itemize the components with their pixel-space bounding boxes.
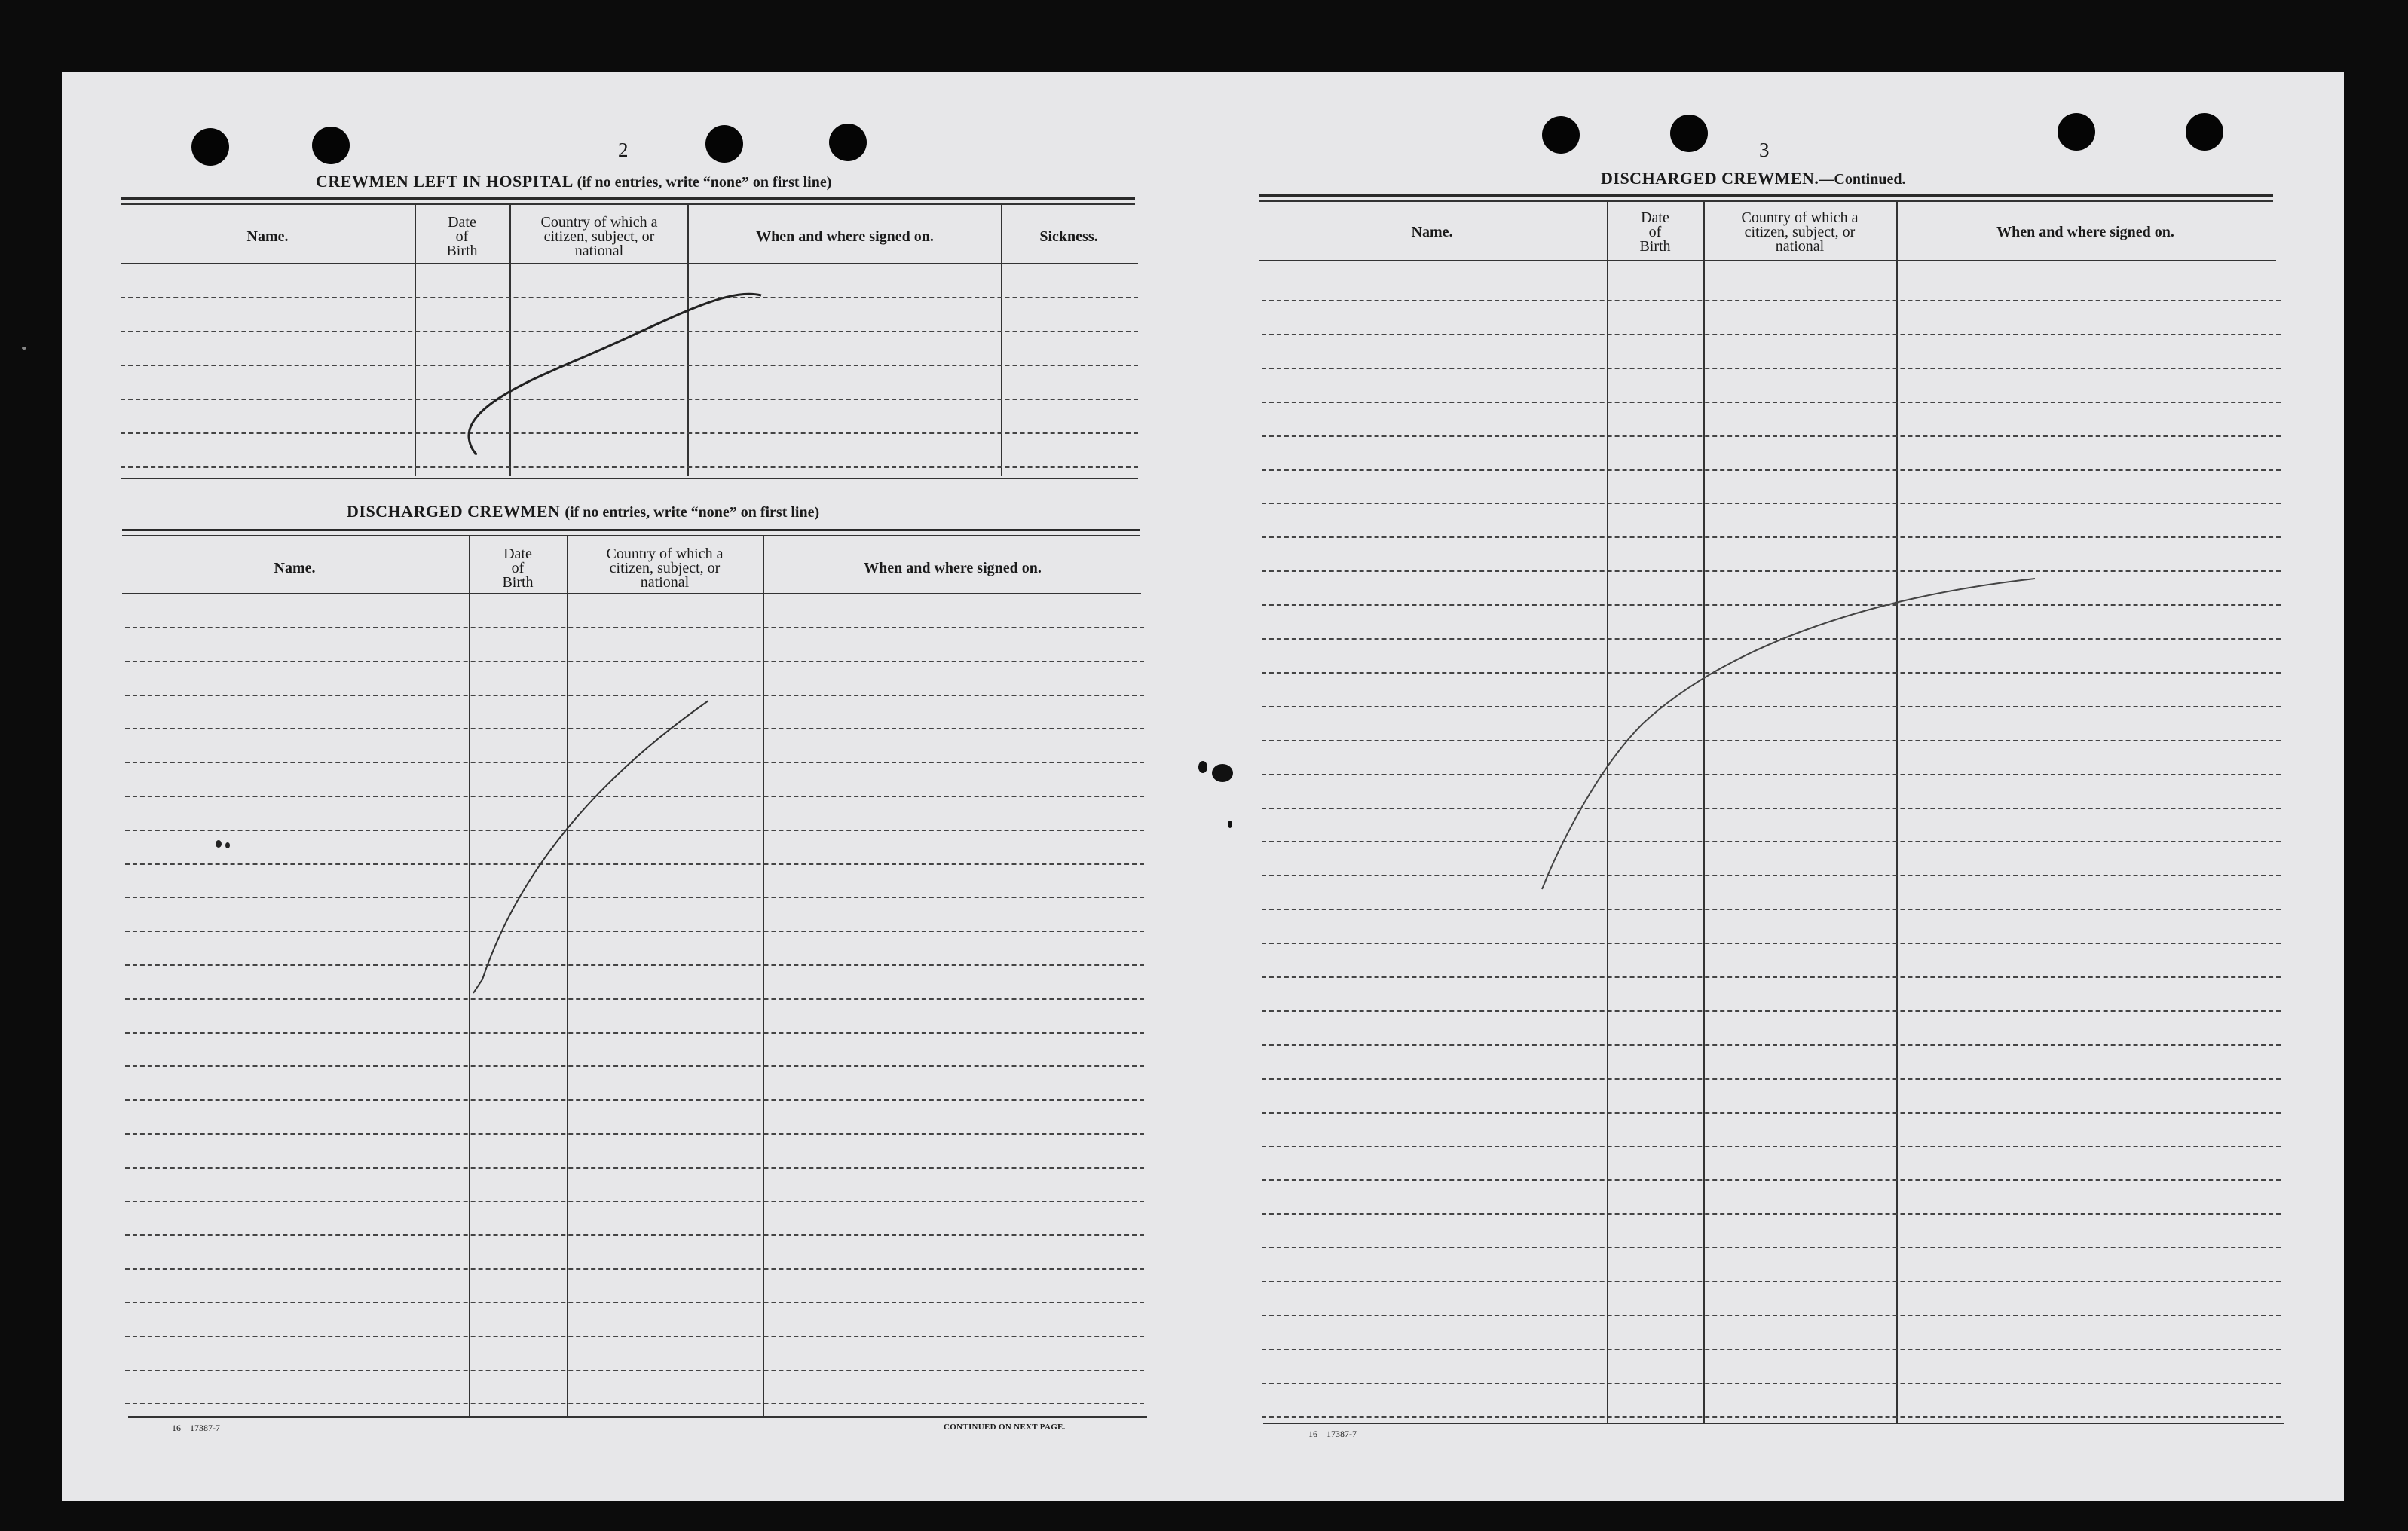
- page-number: 2: [618, 139, 629, 161]
- table-row: [1262, 1112, 2281, 1114]
- right-col-name: Name.: [1411, 223, 1453, 240]
- discharged-col-name: Name.: [274, 559, 316, 576]
- right-form-number: 16—17387-7: [1308, 1429, 1357, 1439]
- table-row: [1262, 1247, 2281, 1248]
- page-number: 3: [1759, 139, 1770, 161]
- table-row: [125, 1403, 1144, 1404]
- table-row: [125, 863, 1144, 865]
- table-row: [121, 432, 1138, 434]
- table-row: [1262, 774, 2281, 775]
- document-sheet: [62, 72, 2344, 1501]
- table-row: [1262, 976, 2281, 978]
- table-row: [1262, 909, 2281, 910]
- table-row: [125, 728, 1144, 729]
- table-row: [1262, 604, 2281, 606]
- punch-hole: [1670, 115, 1708, 152]
- hospital-table-top-rule-2: [121, 203, 1135, 205]
- table-row: [1262, 638, 2281, 640]
- table-row: [125, 796, 1144, 797]
- table-row: [125, 1133, 1144, 1135]
- table-row: [125, 695, 1144, 696]
- table-row: [125, 1336, 1144, 1337]
- table-row: [125, 1302, 1144, 1303]
- table-row: [125, 830, 1144, 831]
- left-form-number: 16—17387-7: [172, 1423, 220, 1433]
- table-row: [1262, 875, 2281, 876]
- hospital-table-top-rule: [121, 197, 1135, 200]
- table-row: [1262, 1044, 2281, 1046]
- hospital-col-dob: Date of Birth: [446, 213, 478, 259]
- discharged-col-divider: [567, 535, 568, 1416]
- right-table-top-rule-2: [1259, 200, 2273, 202]
- table-row: [121, 399, 1138, 400]
- discharged-header-rule: [122, 593, 1141, 594]
- table-row: [121, 466, 1138, 468]
- table-row: [121, 331, 1138, 332]
- hospital-col-sickness: Sickness.: [1039, 228, 1098, 245]
- right-section-title: [1601, 169, 1905, 188]
- punch-hole: [705, 125, 743, 163]
- right-title-text: DISCHARGED CREWMEN.: [1601, 169, 1819, 188]
- discharged-section-title: [347, 502, 819, 521]
- table-row: [1262, 503, 2281, 504]
- hospital-col-divider: [509, 203, 511, 476]
- table-row: [121, 297, 1138, 298]
- right-table-bottom-rule: [1263, 1423, 2284, 1424]
- right-table-top-rule: [1259, 194, 2273, 197]
- right-col-divider: [1607, 200, 1608, 1423]
- punch-hole: [191, 128, 229, 166]
- table-row: [1262, 368, 2281, 369]
- discharged-table-bottom-rule: [128, 1416, 1147, 1418]
- hospital-header-rule: [121, 263, 1138, 264]
- table-row: [125, 964, 1144, 966]
- table-row: [125, 627, 1144, 628]
- table-row: [1262, 740, 2281, 741]
- table-row: [125, 1268, 1144, 1270]
- hospital-section-title: [316, 172, 831, 191]
- right-header-rule: [1259, 260, 2276, 261]
- table-row: [125, 1234, 1144, 1236]
- table-row: [125, 1065, 1144, 1067]
- table-row: [1262, 570, 2281, 572]
- punch-hole: [2058, 113, 2095, 151]
- punch-hole: [1542, 116, 1580, 154]
- table-row: [1262, 1179, 2281, 1181]
- table-row: [125, 897, 1144, 898]
- discharged-col-country: Country of which a citizen, subject, or national: [606, 545, 724, 591]
- table-row: [125, 1370, 1144, 1371]
- table-row: [125, 931, 1144, 932]
- discharged-col-dob: Date of Birth: [502, 545, 534, 591]
- table-row: [1262, 334, 2281, 335]
- punch-hole: [2186, 113, 2223, 151]
- table-row: [1262, 1213, 2281, 1215]
- right-title-suffix: —Continued.: [1819, 171, 1906, 188]
- right-col-dob: Date of Birth: [1639, 209, 1671, 255]
- hospital-col-name: Name.: [246, 228, 289, 245]
- hospital-col-country: Country of which a citizen, subject, or national: [540, 213, 658, 259]
- table-row: [1262, 435, 2281, 437]
- table-row: [125, 998, 1144, 1000]
- punch-hole: [312, 127, 350, 164]
- discharged-table-top-rule-2: [122, 535, 1140, 536]
- hospital-col-divider: [1001, 203, 1002, 476]
- table-row: [125, 762, 1144, 763]
- discharged-title-text: DISCHARGED CREWMEN: [347, 502, 561, 521]
- table-row: [1262, 841, 2281, 842]
- table-row: [1262, 1010, 2281, 1012]
- table-row: [1262, 672, 2281, 674]
- right-col-country: Country of which a citizen, subject, or national: [1741, 209, 1859, 255]
- table-row: [1262, 1281, 2281, 1282]
- table-row: [125, 1167, 1144, 1169]
- table-row: [1262, 300, 2281, 301]
- hospital-col-signed-on: When and where signed on.: [756, 228, 934, 245]
- hospital-col-divider: [415, 203, 416, 476]
- discharged-table-top-rule: [122, 529, 1140, 531]
- table-row: [1262, 1146, 2281, 1147]
- table-row: [1262, 1383, 2281, 1384]
- right-col-divider: [1896, 200, 1898, 1423]
- table-row: [1262, 808, 2281, 809]
- table-row: [125, 1201, 1144, 1202]
- table-row: [1262, 943, 2281, 944]
- table-row: [121, 365, 1138, 366]
- punch-hole: [829, 124, 867, 161]
- discharged-col-divider: [469, 535, 470, 1416]
- discharged-col-signed-on: When and where signed on.: [864, 559, 1042, 576]
- table-row: [125, 1032, 1144, 1034]
- table-row: [1262, 1078, 2281, 1080]
- hospital-table-bottom-rule: [121, 478, 1138, 479]
- table-row: [1262, 402, 2281, 403]
- hospital-col-divider: [687, 203, 689, 476]
- hospital-title-text: CREWMEN LEFT IN HOSPITAL: [316, 172, 573, 191]
- table-row: [1262, 536, 2281, 538]
- right-col-signed-on: When and where signed on.: [1996, 223, 2174, 240]
- table-row: [125, 661, 1144, 662]
- ink-speck: [22, 347, 26, 350]
- table-row: [1262, 469, 2281, 471]
- table-row: [1262, 1349, 2281, 1350]
- discharged-instruction: (if no entries, write “none” on first line): [565, 504, 820, 521]
- table-row: [1262, 1315, 2281, 1316]
- discharged-col-divider: [763, 535, 764, 1416]
- continued-note: CONTINUED ON NEXT PAGE.: [944, 1423, 1066, 1432]
- table-row: [1262, 706, 2281, 707]
- table-row: [1262, 1416, 2281, 1418]
- hospital-instruction: (if no entries, write “none” on first line): [577, 174, 832, 191]
- right-col-divider: [1703, 200, 1705, 1423]
- table-row: [125, 1099, 1144, 1101]
